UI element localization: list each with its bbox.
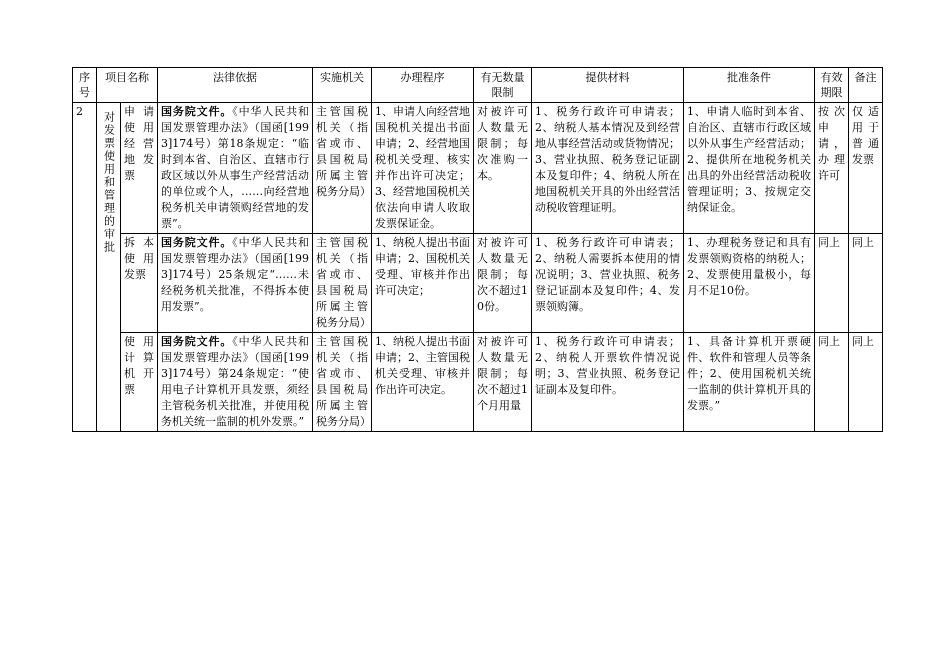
agency-cell: 主管国税机关（指省或市、县国税局所属主管税务分局） bbox=[313, 333, 372, 432]
law-basis-cell bbox=[158, 234, 313, 333]
materials-cell: 1、税务行政许可申请表；2、纳税人开票软件情况说明；3、营业执照、税务登记证副本及复印件。 bbox=[532, 333, 684, 432]
materials-cell: 1、税务行政许可申请表；2、纳税人需要拆本使用的情况说明；3、营业执照、税务登记证副本及复印件；4、发票领购簿。 bbox=[532, 234, 684, 333]
materials-cell: 1、税务行政许可申请表；2、纳税人基本情况及到经营地从事经营活动或货物情况；3、营业执照、税务登记证副本及复印件；4、纳税人所在地国税机关开具的外出经营活动税收管理证明。 bbox=[532, 103, 684, 234]
procedure-cell: 1、申请人向经营地国税机关提出书面申请；2、经营地国税机关受理、核实并作出许可决定；3、经营地国税机关依法向申请人收取发票保证金。 bbox=[372, 103, 474, 234]
remarks-cell: 同上 bbox=[849, 234, 883, 333]
agency-cell: 主管国税机关（指省或市、县国税局所属主管税务分局） bbox=[313, 234, 372, 333]
header-item-name: 项目名称 bbox=[97, 68, 158, 103]
limit-cell: 对被许可人数量无限制；每次不超过1个月用量 bbox=[474, 333, 532, 432]
table-row bbox=[73, 234, 883, 333]
item-name-cell: 使用计算机开票 bbox=[121, 333, 158, 432]
category-cell: 对发票使用和管理的审批 bbox=[97, 103, 121, 432]
seq-cell: 2 bbox=[73, 103, 97, 432]
header-procedure: 办理程序 bbox=[372, 68, 474, 103]
remarks-cell: 同上 bbox=[849, 333, 883, 432]
table-row bbox=[73, 103, 883, 234]
header-seq: 序号 bbox=[73, 68, 97, 103]
law-text: 《中华人民共和国发票管理办法》（国函[1993]174号）第18条规定：“临时到本省、自治区、直辖市行政区域以外从事生产经营活动的单位或个人，……向经营地税务机关申请领购经营地的发票”。 bbox=[161, 105, 309, 230]
procedure-cell: 1、纳税人提出书面申请；2、国税机关受理、审核并作出许可决定； bbox=[372, 234, 474, 333]
conditions-cell: 1、具备计算机开票硬件、软件和管理人员等条件；2、使用国税机关统一监制的供计算机开具的发票。” bbox=[684, 333, 815, 432]
limit-cell: 对被许可人数量无限制；每次不超过10份。 bbox=[474, 234, 532, 333]
remarks-cell: 仅适用于普通发票 bbox=[849, 103, 883, 234]
validity-cell: 按次申请，办理许可 bbox=[815, 103, 849, 234]
law-lead: 国务院文件。 bbox=[161, 105, 233, 118]
procedure-cell: 1、纳税人提出书面申请；2、主管国税机关受理、审核并作出许可决定。 bbox=[372, 333, 474, 432]
table-row bbox=[73, 333, 883, 432]
header-law-basis: 法律依据 bbox=[158, 68, 313, 103]
header-materials: 提供材料 bbox=[532, 68, 684, 103]
agency-cell: 主管国税机关（指省或市、县国税局所属主管税务分局） bbox=[313, 103, 372, 234]
law-basis-cell bbox=[158, 333, 313, 432]
law-text: 《中华人民共和国发票管理办法》（国函[1993]174号）25条规定“……未经税务机关批准，不得拆本使用发票”。 bbox=[161, 236, 309, 313]
law-lead: 国务院文件。 bbox=[161, 335, 233, 348]
validity-cell: 同上 bbox=[815, 333, 849, 432]
header-row bbox=[73, 68, 883, 103]
header-conditions: 批准条件 bbox=[684, 68, 815, 103]
item-name-cell: 拆本使用发票 bbox=[121, 234, 158, 333]
item-name-cell: 申请使用经营地发票 bbox=[121, 103, 158, 234]
validity-cell: 同上 bbox=[815, 234, 849, 333]
conditions-cell: 1、办理税务登记和具有发票领购资格的纳税人；2、发票使用量极小，每月不足10份。 bbox=[684, 234, 815, 333]
law-lead: 国务院文件。 bbox=[161, 236, 233, 249]
law-basis-cell bbox=[158, 103, 313, 234]
limit-cell: 对被许可人数量无限制；每次准购一本。 bbox=[474, 103, 532, 234]
header-agency: 实施机关 bbox=[313, 68, 372, 103]
header-validity: 有效期限 bbox=[815, 68, 849, 103]
permit-table bbox=[72, 67, 883, 432]
law-text: 《中华人民共和国发票管理办法》（国函[1993]174号）第24条规定：“使用电子计算机开具发票，须经主管税务机关批准，并使用税务机关统一监制的机外发票。” bbox=[161, 335, 309, 428]
header-quantity-limit: 有无数量限制 bbox=[474, 68, 532, 103]
header-remarks: 备注 bbox=[849, 68, 883, 103]
conditions-cell: 1、申请人临时到本省、自治区、直辖市行政区域以外从事生产经营活动；2、提供所在地税务机关出具的外出经营活动税收管理证明；3、按规定交纳保证金。 bbox=[684, 103, 815, 234]
